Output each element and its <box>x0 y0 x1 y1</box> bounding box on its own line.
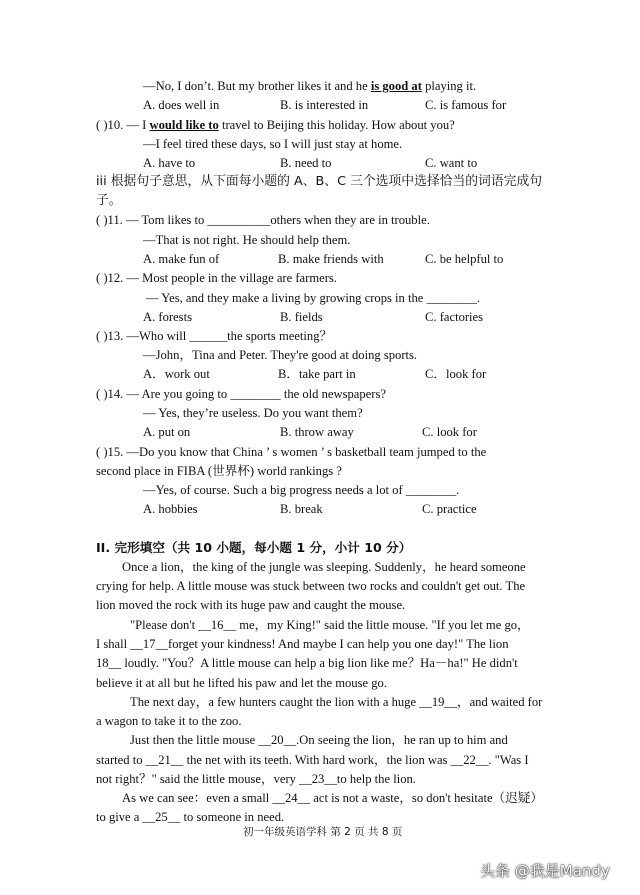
q11-option-a: A. make fun of <box>143 252 220 266</box>
q9-option-b: B. is interested in <box>280 98 369 112</box>
q11-question: ( )11. — Tom likes to __________others when they are in trouble. <box>96 213 430 227</box>
q14-option-c: C. look for <box>422 425 477 439</box>
q15-option-c: C. practice <box>422 502 477 516</box>
section-ii-heading: II. 完形填空（共 10 小题，每小题 1 分，小计 10 分） <box>96 540 412 555</box>
passage-line: not right？" said the little mouse，very __23__to help the lion. <box>96 772 416 786</box>
q15-answer-line: —Yes, of course. Such a big progress needs a lot of ________. <box>143 483 460 497</box>
watermark: 头条 @我是Mandy <box>480 862 610 880</box>
passage-line: The next day，a few hunters caught the lion with a huge __19__，and waited for <box>130 695 543 709</box>
q12-option-a: A. forests <box>143 310 192 324</box>
q14-question: ( )14. — Are you going to ________ the old newspapers? <box>96 387 386 401</box>
q12-question: ( )12. — Most people in the village are farmers. <box>96 271 337 285</box>
q14-answer-line: — Yes, they’re useless. Do you want them? <box>143 406 363 420</box>
q15-option-a: A. hobbies <box>143 502 198 516</box>
q13-answer-line: —John，Tina and Peter. They're good at doing sports. <box>143 348 418 362</box>
q13-option-b: B．take part in <box>278 367 356 381</box>
q11-option-c: C. be helpful to <box>425 252 504 266</box>
q11-option-b: B. make friends with <box>278 252 384 266</box>
q15-question-cont: second place in FIBA (世界杯) world rankings ? <box>96 464 342 478</box>
q10-option-a: A. have to <box>143 156 196 170</box>
q15-option-b: B. break <box>280 502 323 516</box>
q15-question: ( )15. —Do you know that China ’ s women ’ s basketball team jumped to the <box>96 445 487 459</box>
passage-line: Just then the little mouse __20__.On seeing the lion，he ran up to him and <box>130 733 508 747</box>
passage-line: As we can see：even a small __24__ act is not a waste，so don't hesitate（迟疑） <box>122 791 543 805</box>
passage-line: a wagon to take it to the zoo. <box>96 714 242 728</box>
section-iii-instruction: iii 根据句子意思，从下面每小题的 A、B、C 三个选项中选择恰当的词语完成句 <box>96 174 543 189</box>
q13-option-c: C．look for <box>425 367 487 381</box>
passage-line: 18__ loudly. "You？A little mouse can help a big lion like me？Ha－ha!" He didn't <box>96 656 518 670</box>
passage-line: to give a __25__ to someone in need. <box>96 810 285 824</box>
q10-option-b: B. need to <box>280 156 332 170</box>
q11-answer-line: —That is not right. He should help them. <box>143 233 351 247</box>
passage-line: believe it at all but he lifted his paw and let the mouse go. <box>96 676 387 690</box>
q12-option-b: B. fields <box>280 310 323 324</box>
passage-line: I shall __17__forget your kindness! And maybe I can help you one day!" The lion <box>96 637 509 651</box>
section-iii-instruction-cont: 子。 <box>96 193 122 208</box>
passage-line: started to __21__ the net with its teeth. With hard work，the lion was __22__. "Was I <box>96 753 529 767</box>
passage-line: crying for help. A little mouse was stuck between two rocks and couldn't get out. The <box>96 579 526 593</box>
q12-option-c: C. factories <box>425 310 484 324</box>
q10-answer-line: —I feel tired these days, so I will just stay at home. <box>143 137 403 151</box>
q9-option-c: C. is famous for <box>425 98 507 112</box>
passage-line: "Please don't __16__ me，my King!" said the little mouse. "If you let me go， <box>130 618 530 632</box>
q13-question: ( )13. —Who will ______the sports meeting？ <box>96 329 333 343</box>
passage-line: lion moved the rock with its huge paw and caught the mouse. <box>96 598 406 612</box>
page-footer: 初一年级英语学科 第 2 页 共 8 页 <box>243 826 403 838</box>
q13-option-a: A．work out <box>143 367 210 381</box>
q14-option-a: A. put on <box>143 425 191 439</box>
q14-option-b: B. throw away <box>280 425 354 439</box>
q10-option-c: C. want to <box>425 156 478 170</box>
q12-answer-line: — Yes, and they make a living by growing crops in the ________. <box>146 291 481 305</box>
q9-answer-line: —No, I don’t. But my brother likes it and he is good at playing it. <box>143 79 477 93</box>
q9-option-a: A. does well in <box>143 98 220 112</box>
q10-question: ( )10. — I would like to travel to Beijing this holiday. How about you? <box>96 118 455 132</box>
passage-line: Once a lion，the king of the jungle was sleeping. Suddenly，he heard someone <box>122 560 526 574</box>
